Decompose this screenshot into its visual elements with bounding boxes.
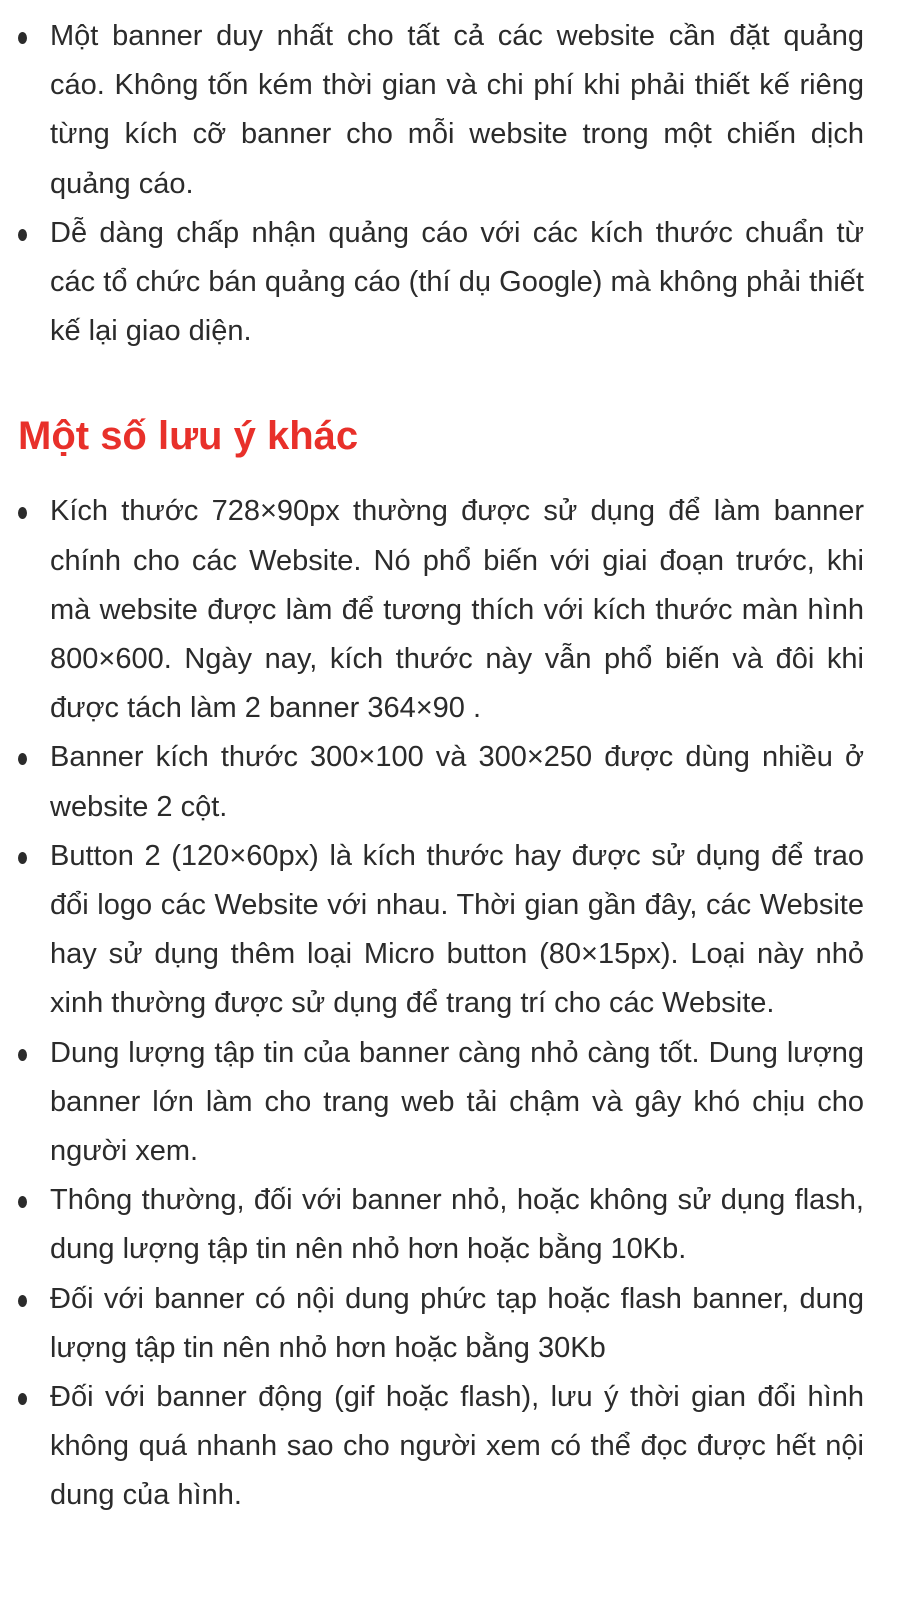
list-item-text: Thông thường, đối với banner nhỏ, hoặc không sử dụng flash, dung lượng tập tin nên nhỏ hơn hoặc bằng 10Kb. <box>50 1184 864 1266</box>
list-item-text: Một banner duy nhất cho tất cả các website cần đặt quảng cáo. Không tốn kém thời gian và chi phí khi phải thiết kế riêng từng kích cỡ banner cho mỗi website trong một chiến dịch quảng cáo. <box>50 20 864 200</box>
bullet-icon <box>18 1295 27 1307</box>
advantages-list <box>0 12 900 356</box>
list-item <box>0 1275 900 1373</box>
bullet-icon <box>18 753 27 765</box>
list-item-text: Đối với banner có nội dung phức tạp hoặc flash banner, dung lượng tập tin nên nhỏ hơn hoặc bằng 30Kb <box>50 1282 864 1364</box>
bullet-icon <box>18 32 27 44</box>
list-item-text: Kích thước 728×90px thường được sử dụng để làm banner chính cho các Website. Nó phổ biến với giai đoạn trước, khi mà website được làm để tương thích với kích thước màn hình 800×600. Ngày nay, kích thước này vẫn phổ biến và đôi khi được tách làm 2 banner 364×90 . <box>50 495 864 725</box>
bullet-icon <box>18 852 27 864</box>
list-item <box>0 832 900 1029</box>
list-item <box>0 1176 900 1274</box>
list-item-text: Dung lượng tập tin của banner càng nhỏ càng tốt. Dung lượng banner lớn làm cho trang web tải chậm và gây khó chịu cho người xem. <box>50 1036 864 1168</box>
bullet-icon <box>18 1393 27 1405</box>
list-item-text: Button 2 (120×60px) là kích thước hay được sử dụng để trao đổi logo các Website với nhau. Thời gian gần đây, các Website hay sử dụng thêm loại Micro button (80×15px). Loại này nhỏ xinh thường được sử dụng để trang trí cho các Website. <box>50 839 864 1020</box>
bullet-icon <box>18 229 27 241</box>
list-item-text: Đối với banner động (gif hoặc flash), lưu ý thời gian đổi hình không quá nhanh sao cho người xem có thể đọc được hết nội dung của hình. <box>50 1381 864 1512</box>
bullet-icon <box>18 1049 27 1061</box>
bullet-icon <box>18 1196 27 1208</box>
list-item <box>0 1373 900 1521</box>
notes-list <box>0 487 900 1520</box>
list-item <box>0 487 900 733</box>
list-item-text: Banner kích thước 300×100 và 300×250 được dùng nhiều ở website 2 cột. <box>50 741 864 823</box>
bullet-icon <box>18 507 27 519</box>
list-item <box>0 12 900 209</box>
list-item <box>0 733 900 831</box>
list-item <box>0 209 900 357</box>
list-item <box>0 1029 900 1177</box>
section-heading: Một số lưu ý khác <box>18 414 359 459</box>
list-item-text: Dễ dàng chấp nhận quảng cáo với các kích thước chuẩn từ các tổ chức bán quảng cáo (thí dụ Google) mà không phải thiết kế lại giao diện. <box>50 216 864 348</box>
